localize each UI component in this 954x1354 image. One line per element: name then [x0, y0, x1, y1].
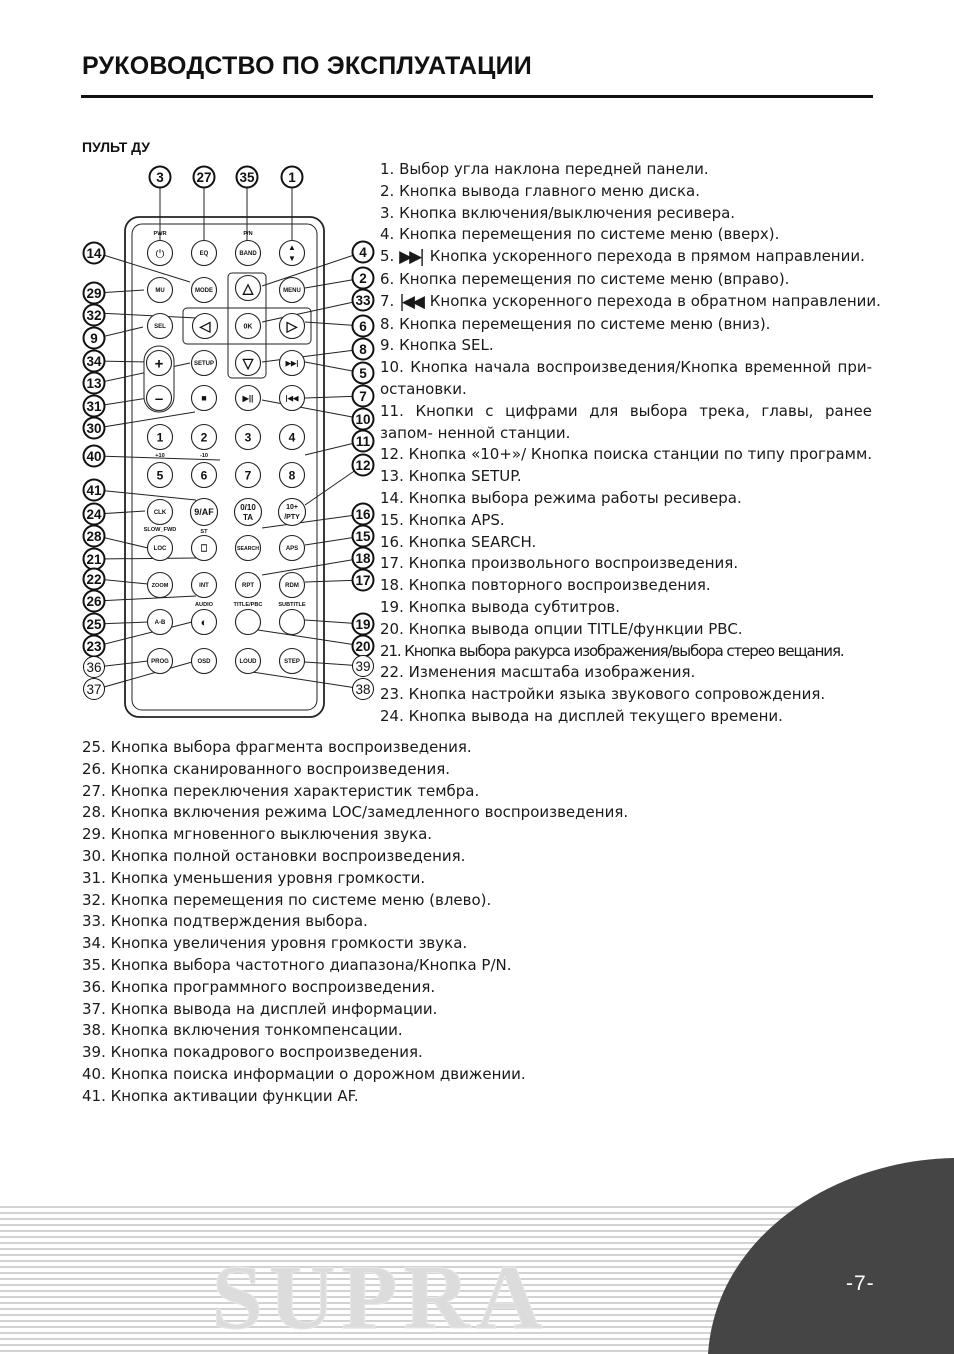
- angle-cam-button-label: ⎕: [201, 543, 207, 555]
- digit-button-label: 7: [244, 468, 252, 483]
- legend-item: 9. Кнопка SEL.: [380, 336, 494, 355]
- angle-up-icon: ▲: [288, 243, 296, 252]
- digit-button-label: 6: [200, 468, 208, 483]
- band-button-label: BAND: [239, 251, 257, 258]
- stop-button-label: ■: [201, 393, 207, 404]
- callout-number: 41: [86, 482, 102, 498]
- callout-number: 24: [86, 506, 102, 522]
- legend-item: 33. Кнопка подтверждения выбора.: [82, 912, 368, 931]
- callout-number: 1: [288, 169, 296, 185]
- legend-item: 11. Кнопки с цифрами для выбора трека, главы, ранее запом- ненной станции.: [380, 401, 872, 442]
- callout-number: 9: [90, 330, 98, 346]
- callout-number: 17: [355, 572, 371, 588]
- legend-item: 35. Кнопка выбора частотного диапазона/Кнопка P/N.: [82, 955, 512, 974]
- right-button-label: ▷: [286, 318, 298, 335]
- button-caption: SUBTITLE: [278, 602, 306, 608]
- loud-button-label: LOUD: [239, 659, 257, 666]
- legend-item: 18. Кнопка повторного воспроизведения.: [380, 576, 711, 595]
- callout-number: 20: [355, 638, 371, 654]
- callout-number: 38: [355, 681, 371, 697]
- play-pause-button-label: ▶||: [242, 393, 254, 403]
- legend-item: 19. Кнопка вывода субтитров.: [380, 597, 621, 616]
- digit-button-label: 5: [156, 468, 164, 483]
- legend-item: 17. Кнопка произвольного воспроизведения.: [380, 554, 739, 573]
- callout-number: 33: [355, 292, 371, 308]
- ab-button-label: A-B: [154, 620, 166, 627]
- prev-button-label: |◀◀: [285, 395, 299, 403]
- legend-item: 38. Кнопка включения тонкомпенсации.: [82, 1021, 403, 1040]
- legend-item: 23. Кнопка настройки языка звукового сопровождения.: [380, 685, 826, 704]
- callout-number: 11: [355, 433, 371, 449]
- legend-item: 3. Кнопка включения/выключения ресивера.: [380, 203, 736, 222]
- legend-item: 28. Кнопка включения режима LOC/замедленного воспроизведения.: [82, 803, 629, 822]
- mode-button-label: MODE: [195, 288, 213, 295]
- button-caption: ST: [200, 529, 208, 535]
- rewind-icon: |◀◀: [399, 291, 422, 312]
- callout-number: 8: [359, 341, 367, 357]
- callout-number: 6: [359, 318, 367, 334]
- legend-item: 1. Выбор угла наклона передней панели.: [380, 160, 709, 178]
- ta-button-label: TA: [242, 513, 254, 522]
- title-divider: [81, 95, 873, 98]
- callout-number: 21: [86, 551, 102, 567]
- search-button-label: SEARCH: [237, 545, 259, 552]
- callout-number: 10: [355, 411, 371, 427]
- volume-up-button-label: +: [154, 355, 164, 373]
- clk-button-label: CLK: [153, 510, 167, 517]
- svg-text:SUPRA: SUPRA: [211, 1256, 549, 1338]
- legend-item: [380, 291, 881, 314]
- legend-item: 25. Кнопка выбора фрагмента воспроизведения.: [82, 738, 472, 756]
- step-button-label: STEP: [284, 659, 300, 666]
- legend-item-text: Кнопка ускоренного перехода в обратном направлении.: [424, 291, 881, 310]
- digit-button-label: 3: [244, 430, 252, 445]
- brand-logo: [110, 1256, 650, 1338]
- callout-number: 16: [355, 506, 371, 522]
- page-number: -7-: [846, 1272, 875, 1295]
- ok-button-label: 0K: [243, 323, 253, 331]
- rpt-button-label: RPT: [242, 583, 254, 590]
- button-caption: P/N: [243, 231, 253, 237]
- legend-item: 37. Кнопка вывода на дисплей информации.: [82, 999, 438, 1018]
- digit-button-label: 1: [156, 430, 164, 445]
- fast-forward-icon: ▶▶|: [399, 247, 422, 268]
- button-caption: -10: [199, 453, 209, 459]
- next-button-label: ▶▶|: [285, 360, 299, 368]
- ta-button-label: 0/10: [240, 503, 256, 512]
- legend-list-bottom: [82, 737, 872, 1108]
- audio-button-label: ◐: [200, 616, 208, 629]
- callout-number: 4: [359, 244, 367, 260]
- angle-down-icon: ▼: [288, 254, 296, 263]
- legend-item: 24. Кнопка вывода на дисплей текущего времени.: [380, 706, 783, 725]
- remote-control-diagram: [80, 160, 376, 724]
- legend-item: 10. Кнопка начала воспроизведения/Кнопка временной при- остановки.: [380, 358, 872, 398]
- page-title: РУКОВОДСТВО ПО ЭКСПЛУАТАЦИИ: [82, 52, 532, 80]
- legend-item: 26. Кнопка сканированного воспроизведения.: [82, 759, 450, 778]
- button-caption: PWR: [153, 231, 167, 237]
- rdm-button-label: RDM: [285, 583, 299, 590]
- legend-item: 16. Кнопка SEARCH.: [380, 532, 537, 551]
- callout-number: 5: [359, 365, 367, 381]
- menu-button-label: MENU: [283, 288, 301, 295]
- pty-button-label: /PTY: [284, 514, 300, 521]
- callout-number: 27: [196, 169, 212, 185]
- callout-number: 22: [86, 571, 102, 587]
- callout-number: 14: [86, 245, 102, 261]
- legend-item: 27. Кнопка переключения характеристик тембра.: [82, 781, 480, 800]
- callout-number: 40: [86, 448, 102, 464]
- legend-item: 32. Кнопка перемещения по системе меню (влево).: [82, 890, 492, 909]
- legend-item: 36. Кнопка программного воспроизведения.: [82, 977, 436, 996]
- legend-item: 31. Кнопка уменьшения уровня громкости.: [82, 868, 426, 887]
- int-button-label: INT: [199, 583, 209, 590]
- callout-number: 12: [355, 457, 371, 473]
- mu-button-label: MU: [155, 288, 165, 295]
- aps-button-label: APS: [285, 546, 299, 553]
- legend-list-right: [380, 159, 881, 728]
- legend-item: 29. Кнопка мгновенного выключения звука.: [82, 825, 433, 844]
- button-caption: AUDIO: [194, 602, 214, 608]
- callout-number: 3: [156, 169, 164, 185]
- prog-button-label: PROG: [151, 659, 169, 666]
- legend-item-number: 7.: [380, 291, 400, 310]
- callout-number: 34: [86, 353, 102, 369]
- down-button-label: ▽: [242, 355, 254, 372]
- osd-button-label: OSD: [197, 659, 211, 666]
- callout-number: 37: [86, 681, 102, 697]
- digit-button-label: 8: [288, 468, 296, 483]
- legend-item-number: 5.: [380, 247, 400, 266]
- callout-number: 7: [359, 388, 367, 404]
- setup-button-label: SETUP: [193, 361, 215, 368]
- button-caption: TITLE/PBC: [233, 602, 263, 608]
- volume-down-button-label: –: [154, 390, 164, 408]
- subtitle-button: [280, 610, 305, 635]
- legend-item: 14. Кнопка выбора режима работы ресивера.: [380, 488, 742, 507]
- legend-item: 39. Кнопка покадрового воспроизведения.: [82, 1043, 423, 1062]
- callout-number: 18: [355, 550, 371, 566]
- callout-number: 31: [86, 398, 102, 414]
- left-button-label: ◁: [199, 318, 211, 335]
- af-button-label: 9/AF: [194, 507, 214, 518]
- legend-item: 13. Кнопка SETUP.: [380, 467, 522, 486]
- callout-number: 36: [86, 659, 102, 675]
- callout-number: 13: [86, 375, 102, 391]
- callout-number: 28: [86, 528, 102, 544]
- legend-item: 41. Кнопка активации функции AF.: [82, 1086, 359, 1105]
- callout-number: 26: [86, 593, 102, 609]
- zoom-button-label: ZOOM: [151, 583, 169, 590]
- button-caption: +10: [155, 453, 165, 459]
- sel-button-label: SEL: [154, 324, 166, 331]
- callout-number: 39: [355, 658, 371, 674]
- legend-item-text: Кнопка ускоренного перехода в прямом направлении.: [424, 247, 865, 266]
- legend-item: 40. Кнопка поиска информации о дорожном движении.: [82, 1064, 526, 1083]
- legend-item: 12. Кнопка «10+»/ Кнопка поиска станции по типу программ.: [380, 445, 873, 464]
- pty-button-label: 10+: [286, 504, 298, 511]
- legend-item: 22. Изменения масштаба изображения.: [380, 663, 696, 682]
- legend-item: 4. Кнопка перемещения по системе меню (вверх).: [380, 225, 780, 244]
- callout-number: 32: [86, 307, 102, 323]
- callout-number: 19: [355, 616, 371, 632]
- section-title: ПУЛЬТ ДУ: [82, 139, 151, 155]
- callout-number: 29: [86, 285, 102, 301]
- callout-number: 25: [86, 616, 102, 632]
- legend-item: 2. Кнопка вывода главного меню диска.: [380, 181, 701, 200]
- digit-button-label: 2: [200, 430, 208, 445]
- pty-button: [279, 499, 306, 526]
- legend-item: [380, 246, 872, 269]
- callout-number: 15: [355, 528, 371, 544]
- eq-button-label: EQ: [199, 251, 209, 258]
- callout-number: 35: [239, 169, 255, 185]
- callout-number: 30: [86, 420, 102, 436]
- callout-number: 23: [86, 638, 102, 654]
- loc-button-label: LOC: [153, 546, 167, 553]
- legend-item: 21. Кнопка выбора ракурса изображения/выбора стерео вещания.: [380, 641, 844, 660]
- legend-item: 30. Кнопка полной остановки воспроизведения.: [82, 846, 466, 865]
- callout-number: 2: [359, 270, 367, 286]
- legend-item: 15. Кнопка APS.: [380, 510, 505, 529]
- legend-item: 6. Кнопка перемещения по системе меню (вправо).: [380, 269, 790, 288]
- legend-item: 8. Кнопка перемещения по системе меню (вниз).: [380, 314, 771, 333]
- legend-item: 20. Кнопка вывода опции TITLE/функции PBC.: [380, 619, 743, 638]
- up-button-label: △: [242, 280, 254, 297]
- button-caption: SLOW_FWD: [143, 527, 177, 533]
- digit-button-label: 4: [288, 430, 296, 445]
- title-pbc-button: [236, 610, 261, 635]
- power-icon: ⏻: [155, 248, 165, 261]
- legend-item: 34. Кнопка увеличения уровня громкости звука.: [82, 934, 468, 953]
- page-corner-decoration: [704, 1156, 954, 1354]
